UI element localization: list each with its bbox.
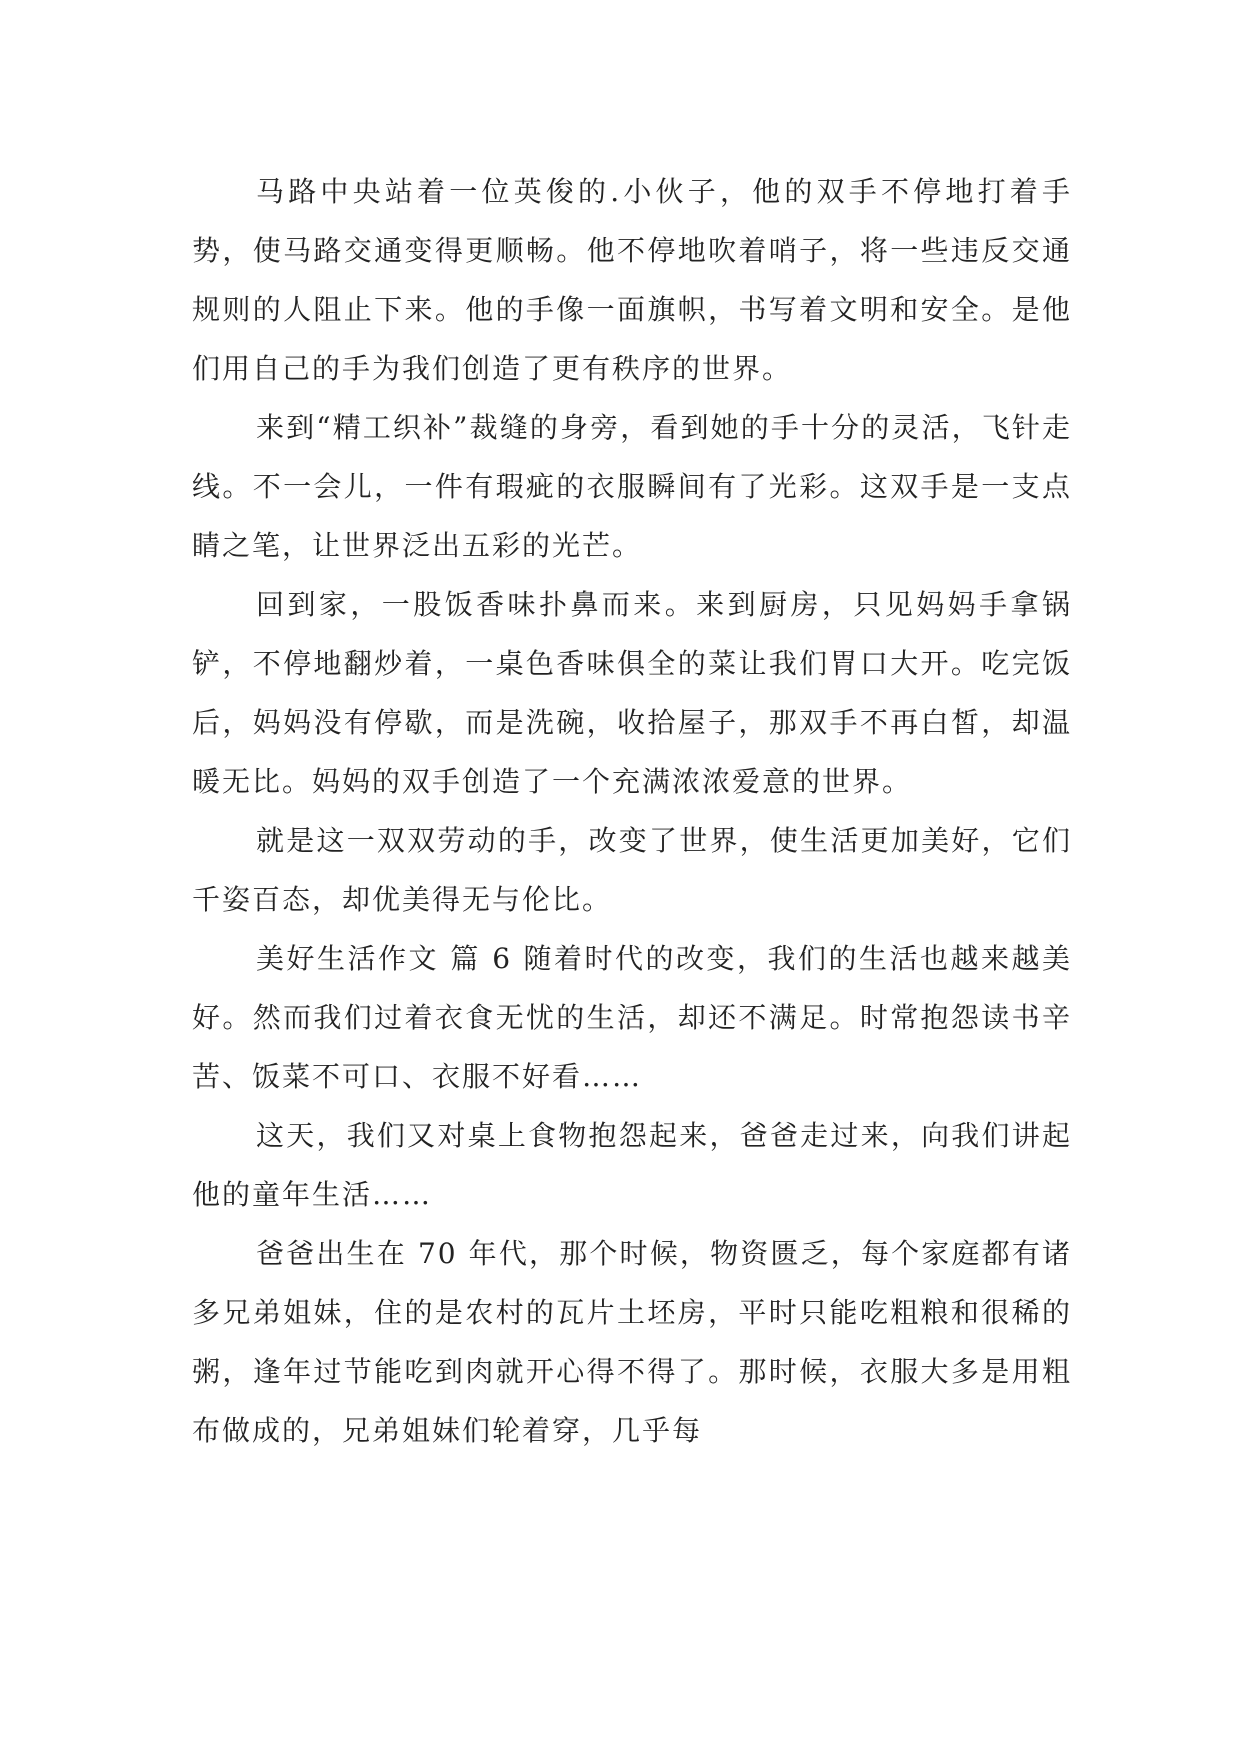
paragraph-conclusion: 就是这一双双劳动的手，改变了世界，使生活更加美好，它们千姿百态，却优美得无与伦比。 bbox=[192, 824, 1072, 916]
paragraph-complaint: 这天，我们又对桌上食物抱怨起来，爸爸走过来，向我们讲起他的童年生活…… bbox=[192, 1119, 1072, 1211]
paragraph-essay-6-intro: 美好生活作文 篇 6 随着时代的改变，我们的生活也越来越美好。然而我们过着衣食无忧的生活，却还不满足。时常抱怨读书辛苦、饭菜不可口、衣服不好看…… bbox=[192, 942, 1072, 1093]
article-body bbox=[192, 162, 1072, 1460]
paragraph-tailor: 来到“精工织补”裁缝的身旁，看到她的手十分的灵活，飞针走线。不一会儿，一件有瑕疵的衣服瞬间有了光彩。这双手是一支点睛之笔，让世界泛出五彩的光芒。 bbox=[192, 411, 1072, 562]
paragraph-traffic-officer: 马路中央站着一位英俊的.小伙子，他的双手不停地打着手势，使马路交通变得更顺畅。他不停地吹着哨子，将一些违反交通规则的人阻止下来。他的手像一面旗帜，书写着文明和安全。是他们用自己的手为我们创造了更有秩序的世界。 bbox=[192, 175, 1072, 385]
paragraph-father-childhood: 爸爸出生在 70 年代，那个时候，物资匮乏，每个家庭都有诸多兄弟姐妹，住的是农村的瓦片土坯房，平时只能吃粗粮和很稀的粥，逢年过节能吃到肉就开心得不得了。那时候，衣服大多是用粗布做成的，兄弟姐妹们轮着穿，几乎每 bbox=[192, 1237, 1072, 1447]
paragraph-mother: 回到家，一股饭香味扑鼻而来。来到厨房，只见妈妈手拿锅铲，不停地翻炒着，一桌色香味俱全的菜让我们胃口大开。吃完饭后，妈妈没有停歇，而是洗碗，收拾屋子，那双手不再白皙，却温暖无比。妈妈的双手创造了一个充满浓浓爱意的世界。 bbox=[192, 588, 1072, 798]
